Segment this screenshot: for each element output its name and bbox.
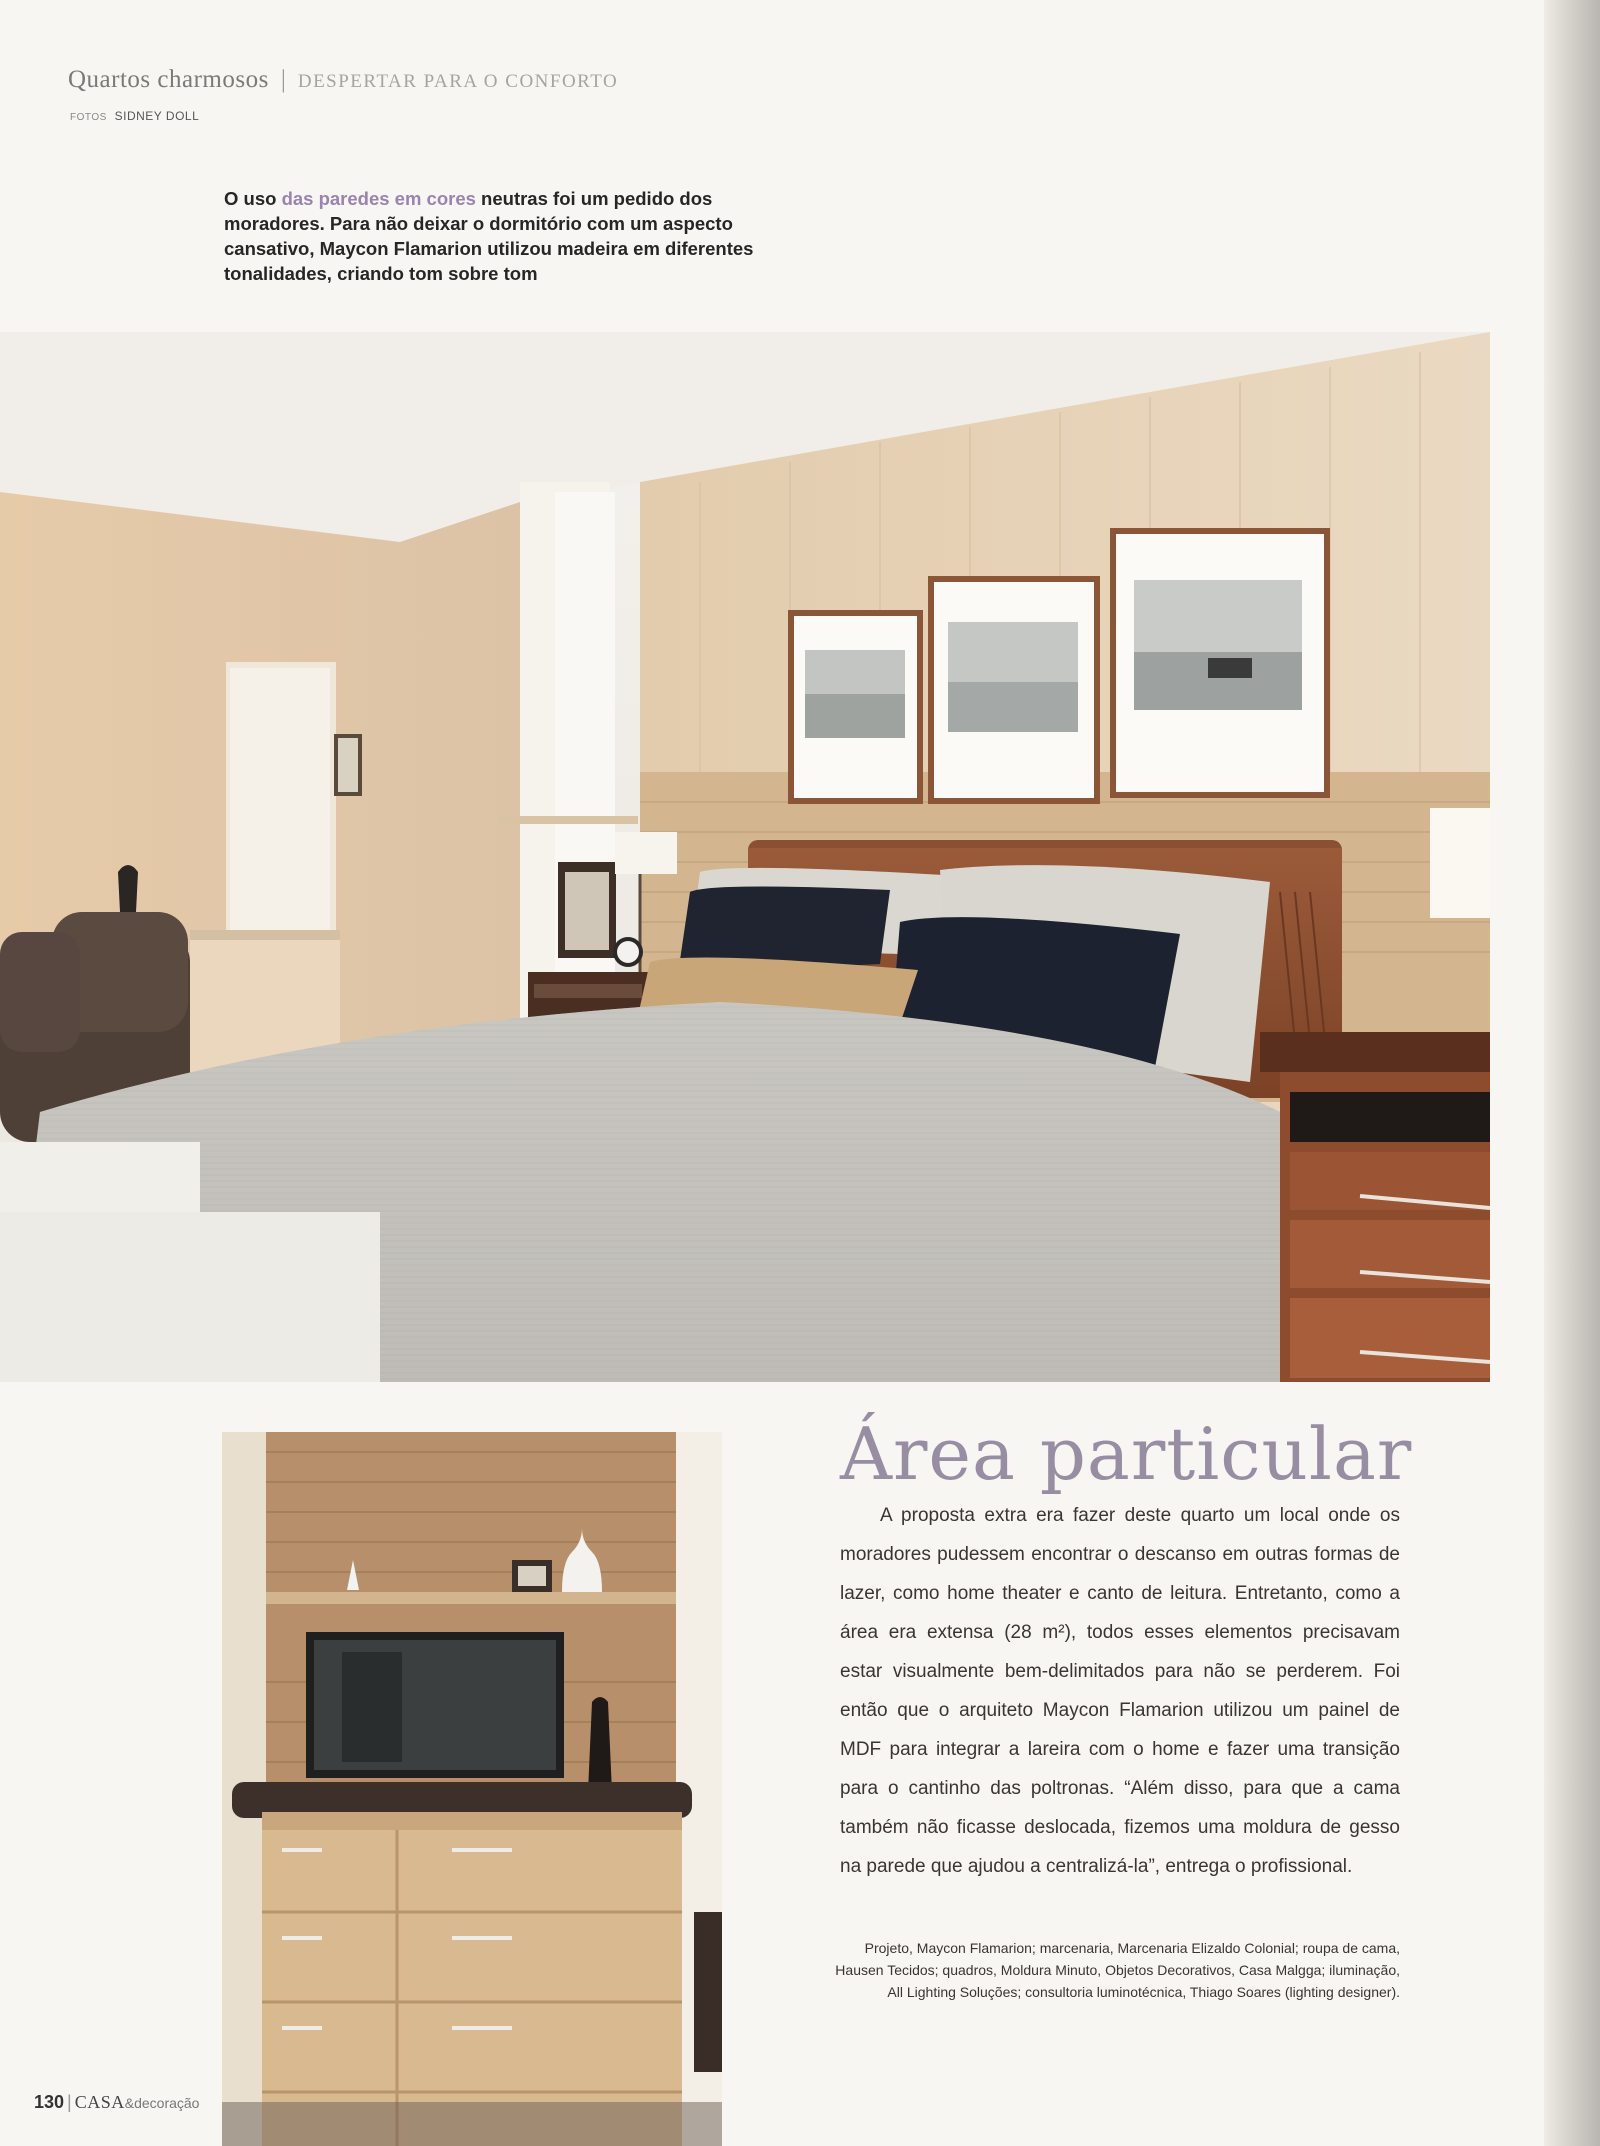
section-name: Quartos charmosos (68, 66, 269, 93)
photo-credit (70, 109, 199, 123)
section-separator: | (280, 66, 286, 93)
section-topic: DESPERTAR PARA O CONFORTO (297, 71, 619, 92)
article-body-text: A proposta extra era fazer deste quarto um local onde os moradores pudessem encontrar o descanso em outras formas de lazer, como home theater e canto de leitura. Entretanto, como a área era extensa (28 m²), todos esses elementos precisavam estar visualmente bem-delimitados para não se perderem. Foi então que o arquiteto Maycon Flamarion utilizou um painel de MDF para integrar a lareira com o home e fazer uma transição para o cantinho das poltronas. “Além disso, para que a cama também não ficasse deslocada, fizemos uma moldura de gesso na parede que ajudou a centralizá-la”, entrega o profissional. (840, 1505, 1400, 1877)
page-folio (34, 2092, 199, 2113)
caption-part-1: O uso (224, 188, 282, 209)
tv-wall-photo (222, 1432, 722, 2146)
magazine-suffix: &decoração (124, 2095, 200, 2111)
magazine-name: CASA (74, 2092, 125, 2112)
section-header (68, 66, 618, 94)
photo-credit-name: SIDNEY DOLL (114, 109, 200, 123)
article-title: Área particular (840, 1412, 1413, 1496)
photo-caption (224, 186, 794, 286)
caption-highlight: das paredes em cores (281, 188, 476, 209)
page-number: 130 (34, 2092, 65, 2112)
bedroom-photo (0, 332, 1490, 1382)
photo-credit-label: FOTOS (70, 112, 107, 123)
folio-separator: | (67, 2092, 72, 2112)
article-body (840, 1496, 1400, 1886)
project-credits: Projeto, Maycon Flamarion; marcenaria, Marcenaria Elizaldo Colonial; roupa de cama, Hausen Tecidos; quadros, Moldura Minuto, Objetos Decorativos, Casa Malgga; iluminação, All Lighting Soluções; consultoria luminotécnica, Thiago Soares (lighting designer). (835, 1940, 1400, 2000)
page-edge (1544, 0, 1600, 2146)
caption-part-2: neutras foi um pedido dos moradores. Para não deixar o dormitório com um aspecto cansativo, Maycon Flamarion utilizou madeira em diferentes tonalidades, criando tom sobre tom (224, 188, 754, 284)
